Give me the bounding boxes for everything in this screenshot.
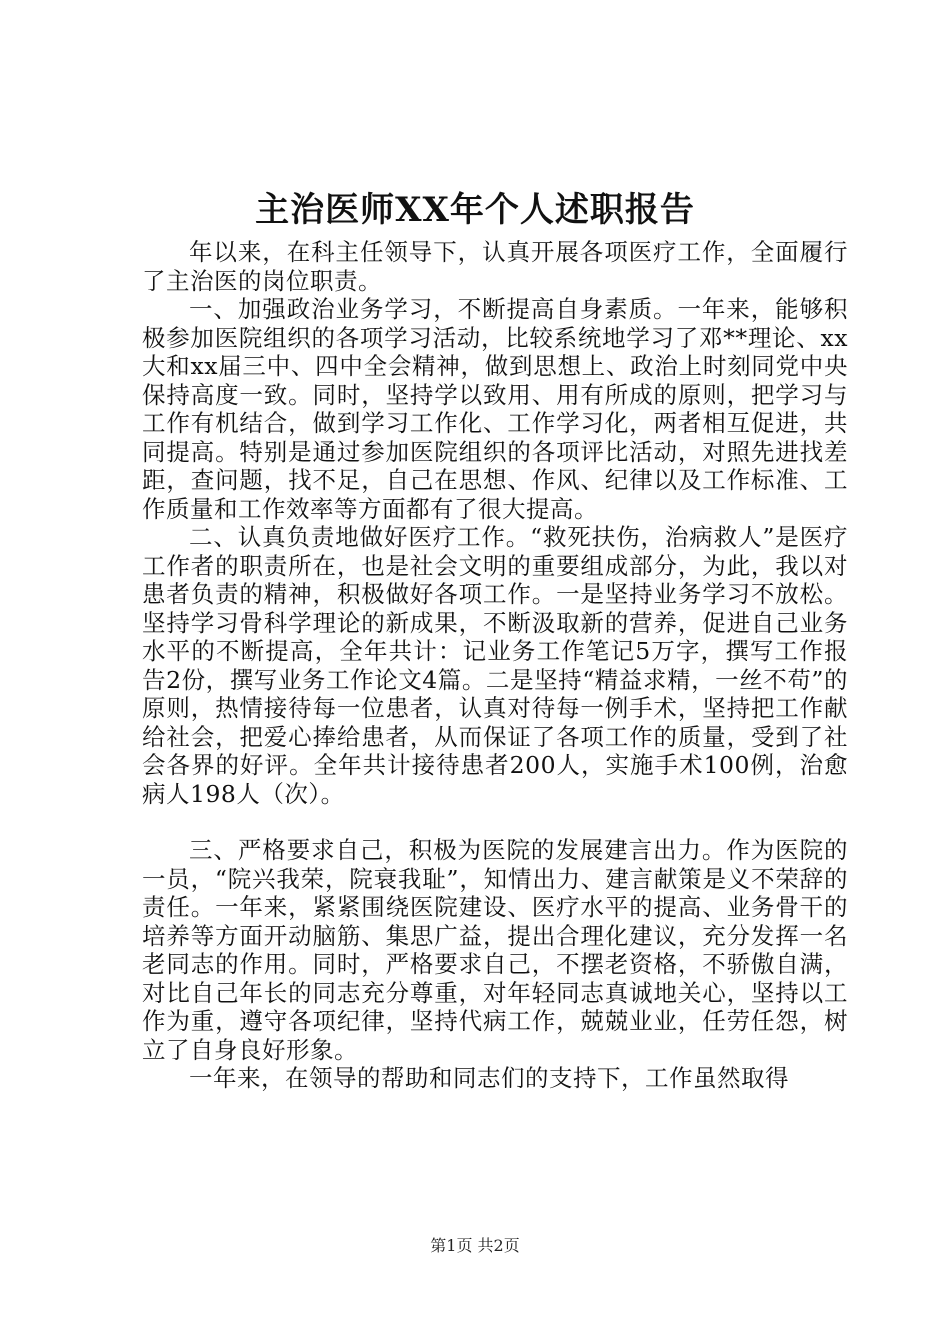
paragraph-section-2: 二、认真负责地做好医疗工作。“救死扶伤，治病救人”是医疗工作者的职责所在，也是社会文明的重要组成部分，为此，我以对患者负责的精神，积极做好各项工作。一是坚持业务学习不放松。坚持学习骨科学理论的新成果，不断汲取新的营养，促进自己业务水平的不断提高，全年共计：记业务工作笔记5万字，撰写工作报告2份，撰写业务工作论文4篇。二是坚持“精益求精，一丝不苟”的原则，热情接待每一位患者，认真对待每一例手术，坚持把工作献给社会，把爱心捧给患者，从而保证了各项工作的质量，受到了社会各界的好评。全年共计接待患者200人，实施手术100例，治愈病人198人（次）。 — [142, 523, 848, 808]
paragraph-intro: 年以来，在科主任领导下，认真开展各项医疗工作，全面履行了主治医的岗位职责。 — [142, 238, 848, 295]
document-title: 主治医师XX年个人述职报告 — [255, 190, 695, 230]
paragraph-section-3: 三、严格要求自己，积极为医院的发展建言出力。作为医院的一员，“院兴我荣，院衰我耻”，知情出力、建言献策是义不荣辞的责任。一年来，紧紧围绕医院建设、医疗水平的提高、业务骨干的培养等方面开动脑筋、集思广益，提出合理化建议，充分发挥一名老同志的作用。同时，严格要求自己，不摆老资格，不骄傲自满，对比自己年长的同志充分尊重，对年轻同志真诚地关心，坚持以工作为重，遵守各项纪律，坚持代病工作，兢兢业业，任劳任怨，树立了自身良好形象。 — [142, 836, 848, 1064]
paragraph-section-1: 一、加强政治业务学习，不断提高自身素质。一年来，能够积极参加医院组织的各项学习活动，比较系统地学习了邓**理论、xx大和xx届三中、四中全会精神，做到思想上、政治上时刻同党中央保持高度一致。同时，坚持学以致用、用有所成的原则，把学习与工作有机结合，做到学习工作化、工作学习化，两者相互促进，共同提高。特别是通过参加医院组织的各项评比活动，对照先进找差距，查问题，找不足，自己在思想、作风、纪律以及工作标准、工作质量和工作效率等方面都有了很大提高。 — [142, 295, 848, 523]
document-body — [142, 238, 848, 1093]
page-indicator: 第1页 共2页 — [430, 1236, 520, 1255]
paragraph-summary: 一年来，在领导的帮助和同志们的支持下，工作虽然取得 — [189, 1064, 789, 1092]
